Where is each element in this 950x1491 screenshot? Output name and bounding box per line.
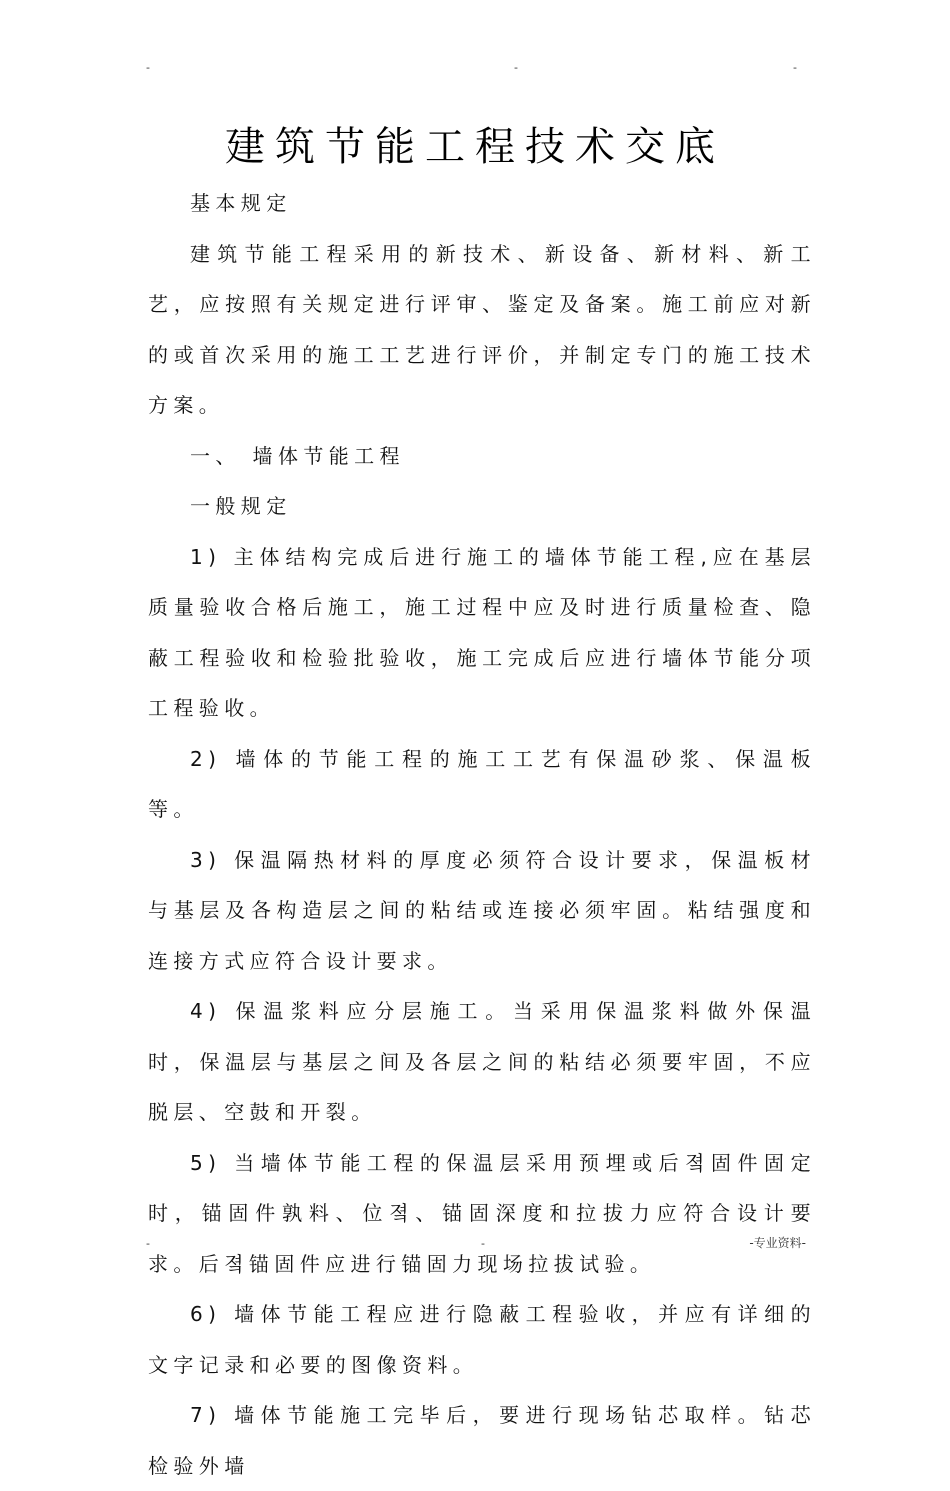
header-mark-center: - [514,61,518,74]
section-heading-wall: 一、 墙体节能工程 [190,443,405,468]
paragraph-item-7: 7) 墙体节能施工完毕后，要进行现场钻芯取样。钻芯检验外墙 [148,1403,816,1478]
paragraph-new-technology: 建筑节能工程采用的新技术、新设备、新材料、新工艺，应按照有关规定进行评审、鉴定及备案。施工前应对新的或首次采用的施工工艺进行评价，并制定专门的施工技术方案。 [148,241,816,417]
header-mark-left: - [146,61,150,74]
paragraph-item-4: 4) 保温浆料应分层施工。当采用保温浆料做外保温时，保温层与基层之间及各层之间的粘结必须要牢固，不应脱层、空鼓和开裂。 [148,999,816,1124]
footer-mark-center: - [481,1237,485,1250]
paragraph-basic-rules-heading: 基本规定 [190,191,292,215]
paragraph-general-rules-heading: 一般规定 [190,494,292,518]
footer-label: -专业资料- [749,1236,806,1250]
header-mark-right: - [793,61,797,74]
paragraph-item-2: 2) 墙体的节能工程的施工工艺有保温砂浆、保温板等。 [148,746,816,821]
document-body [148,178,816,1491]
paragraph-item-5: 5) 当墙体节能工程的保温层采用预埋或后졐固件固定时，锚固件孰料、位졐、锚固深度和拉拔力应符合设计要求。后졐锚固件应进行锚固力现场拉拔试验。 [148,1150,816,1276]
paragraph-item-6: 6) 墙体节能工程应进行隐蔽工程验收，并应有详细的文字记录和必要的图像资料。 [148,1302,816,1377]
paragraph-item-3: 3) 保温隔热材料的厚度必须符合设计要求，保温板材与基层及各构造层之间的粘结或连接必须牢固。粘结强度和连接方式应符合设计要求。 [148,847,816,973]
document-title: 建筑节能工程技术交底 [225,123,725,170]
footer-mark-left: - [146,1237,150,1250]
paragraph-item-1: 1) 主体结构完成后进行施工的墙体节能工程,应在基层质量验收合格后施工，施工过程中应及时进行质量检查、隐蔽工程验收和检验批验收，施工完成后应进行墙体节能分项工程验收。 [148,544,816,720]
